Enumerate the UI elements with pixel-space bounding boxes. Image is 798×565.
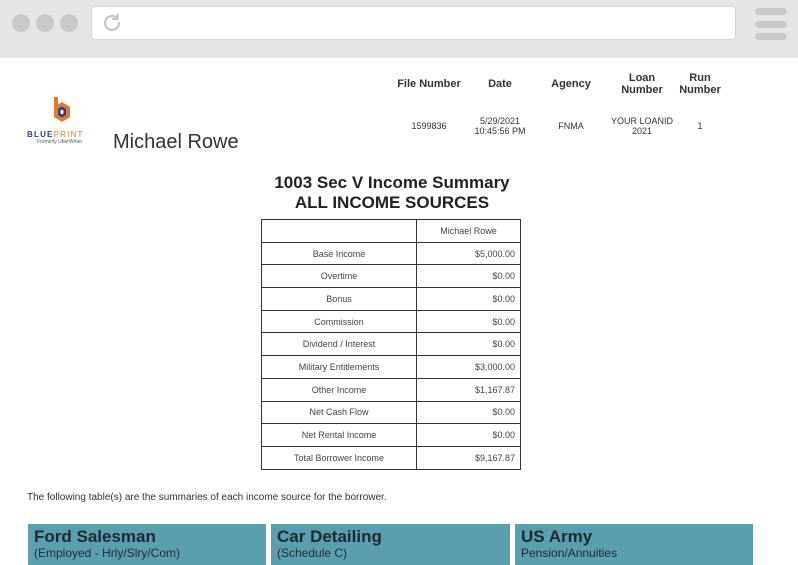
row-label: Commission xyxy=(262,310,417,333)
income-card-ford-salesman[interactable] xyxy=(28,524,266,565)
table-row xyxy=(262,401,521,424)
table-row xyxy=(262,310,521,333)
date-value: 5/29/2021 10:45:56 PM xyxy=(474,116,526,136)
blueprint-logo-icon xyxy=(50,95,74,123)
row-label: Other Income xyxy=(262,378,417,401)
address-bar[interactable] xyxy=(91,6,736,40)
row-label: Military Entitlements xyxy=(262,356,417,379)
table-row xyxy=(262,333,521,356)
loan-number-value: YOUR LOANID 2021 xyxy=(610,116,673,136)
card-subtitle: Pension/Annuities xyxy=(521,546,618,560)
page-title: 1003 Sec V Income Summary xyxy=(274,173,510,192)
row-value: $0.00 xyxy=(417,288,521,311)
row-value: $0.00 xyxy=(417,310,521,333)
income-sources-note: The following table(s) are the summaries of each income source for the borrower. xyxy=(27,492,387,503)
row-label: Overtime xyxy=(262,265,417,288)
row-value: $3,000.00 xyxy=(417,356,521,379)
table-row xyxy=(262,288,521,311)
row-label: Total Borrower Income xyxy=(262,446,417,469)
card-subtitle: (Schedule C) xyxy=(277,546,348,560)
row-value: $0.00 xyxy=(417,265,521,288)
table-row xyxy=(262,265,521,288)
hamburger-menu-icon[interactable] xyxy=(755,8,787,40)
reload-icon[interactable] xyxy=(100,11,124,35)
row-label: Net Rental Income xyxy=(262,424,417,447)
window-dot-maximize[interactable] xyxy=(60,14,78,32)
row-value: $0.00 xyxy=(417,333,521,356)
income-summary-table xyxy=(261,219,521,470)
header-date: Date xyxy=(488,78,512,90)
row-label: Base Income xyxy=(262,242,417,265)
table-header-blank xyxy=(262,220,417,243)
table-row xyxy=(262,378,521,401)
file-number-value: 1599836 xyxy=(411,121,447,131)
income-card-us-army[interactable] xyxy=(515,524,753,565)
row-value: $0.00 xyxy=(417,401,521,424)
row-label: Net Cash Flow xyxy=(262,401,417,424)
row-value: $9,167.87 xyxy=(417,446,521,469)
window-dot-minimize[interactable] xyxy=(36,14,54,32)
card-title: Car Detailing xyxy=(277,527,382,546)
row-value: $5,000.00 xyxy=(417,242,521,265)
table-header-borrower: Michael Rowe xyxy=(417,220,521,243)
row-label: Dividend / Interest xyxy=(262,333,417,356)
window-controls xyxy=(12,14,78,32)
income-card-car-detailing[interactable] xyxy=(271,524,510,565)
card-subtitle: (Employed - Hrly/Slry/Com) xyxy=(34,546,181,560)
blueprint-logo-wordmark: BLUEPRINT xyxy=(27,130,84,139)
agency-value: FNMA xyxy=(558,121,584,131)
blueprint-logo xyxy=(27,95,105,145)
blueprint-logo-subtitle: Formerly UberWriter xyxy=(37,139,83,145)
row-label: Bonus xyxy=(262,288,417,311)
card-title: US Army xyxy=(521,527,593,546)
card-title: Ford Salesman xyxy=(34,527,156,546)
header-run-number: Run Number xyxy=(679,72,721,96)
table-header-row xyxy=(262,220,521,243)
browser-chrome xyxy=(0,0,798,58)
header-loan-number: Loan Number xyxy=(621,72,663,96)
row-value: $1,167.87 xyxy=(417,378,521,401)
row-value: $0.00 xyxy=(417,424,521,447)
table-row-total xyxy=(262,446,521,469)
run-number-value: 1 xyxy=(697,121,703,131)
window-dot-close[interactable] xyxy=(12,14,30,32)
table-row xyxy=(262,424,521,447)
table-row xyxy=(262,356,521,379)
header-agency: Agency xyxy=(551,78,591,90)
header-file-number: File Number xyxy=(397,78,461,90)
table-row xyxy=(262,242,521,265)
borrower-name: Michael Rowe xyxy=(113,131,239,153)
page-subtitle: ALL INCOME SOURCES xyxy=(294,193,490,212)
